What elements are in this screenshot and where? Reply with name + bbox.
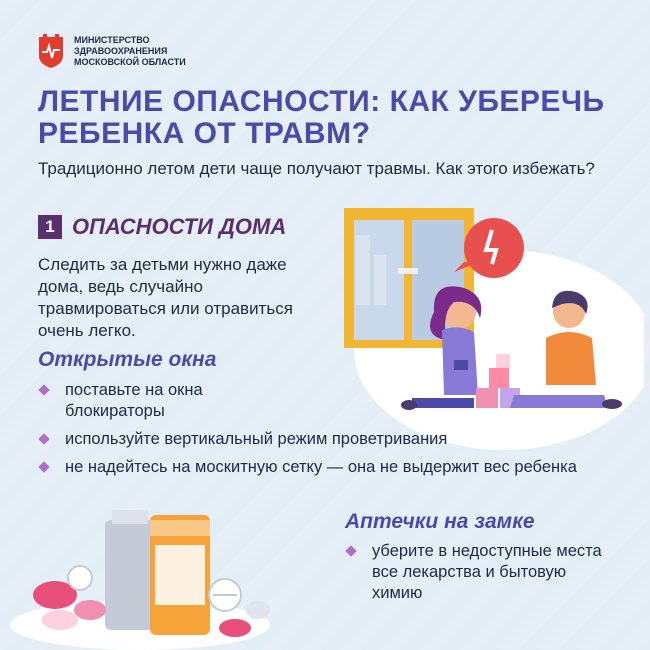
header (38, 34, 186, 68)
section-description: Следить за детьми нужно даже дома, ведь случайно травмироваться или отравиться очень легко. (38, 255, 293, 340)
list-item (38, 380, 288, 422)
intro-text: Традиционно летом дети чаще получают травмы. Как этого избежать? (38, 159, 595, 178)
bullet-diamond-icon (345, 545, 356, 556)
list-item-text: не надейтесь на москитную сетку — она не выдержит вес ребенка (65, 458, 577, 476)
list-item-text: поставьте на окна блокираторы (65, 381, 203, 420)
windows-heading: Открытые окна (38, 348, 217, 371)
section-heading (38, 214, 286, 240)
section-number: 1 (38, 215, 62, 239)
bullet-diamond-icon (38, 384, 49, 395)
bullet-diamond-icon (38, 461, 49, 472)
medicine-tips-list (345, 541, 615, 611)
moscow-region-emblem-icon (38, 34, 64, 68)
section-title: ОПАСНОСТИ ДОМА (72, 214, 287, 239)
list-item (345, 541, 615, 604)
medicine-heading: Аптечки на замке (345, 510, 535, 533)
list-item (38, 457, 618, 478)
list-item-text: уберите в недоступные места все лекарства и бытовую химию (372, 542, 602, 602)
ministry-line-3: МОСКОВСКОЙ ОБЛАСТИ (74, 56, 186, 67)
ministry-line-2: ЗДРАВООХРАНЕНИЯ (74, 45, 168, 56)
ministry-line-1: МИНИСТЕРСТВО (74, 34, 150, 45)
windows-tips-list (38, 380, 618, 485)
medicine-bottles-illustration (0, 500, 290, 650)
list-item-text: используйте вертикальный режим проветривания (65, 430, 448, 448)
ministry-name (74, 35, 186, 68)
list-item (38, 429, 618, 450)
page-title: ЛЕТНИЕ ОПАСНОСТИ: КАК УБЕРЕЧЬ РЕБЕНКА ОТ ТРАВМ? (38, 85, 605, 150)
bullet-diamond-icon (38, 433, 49, 444)
